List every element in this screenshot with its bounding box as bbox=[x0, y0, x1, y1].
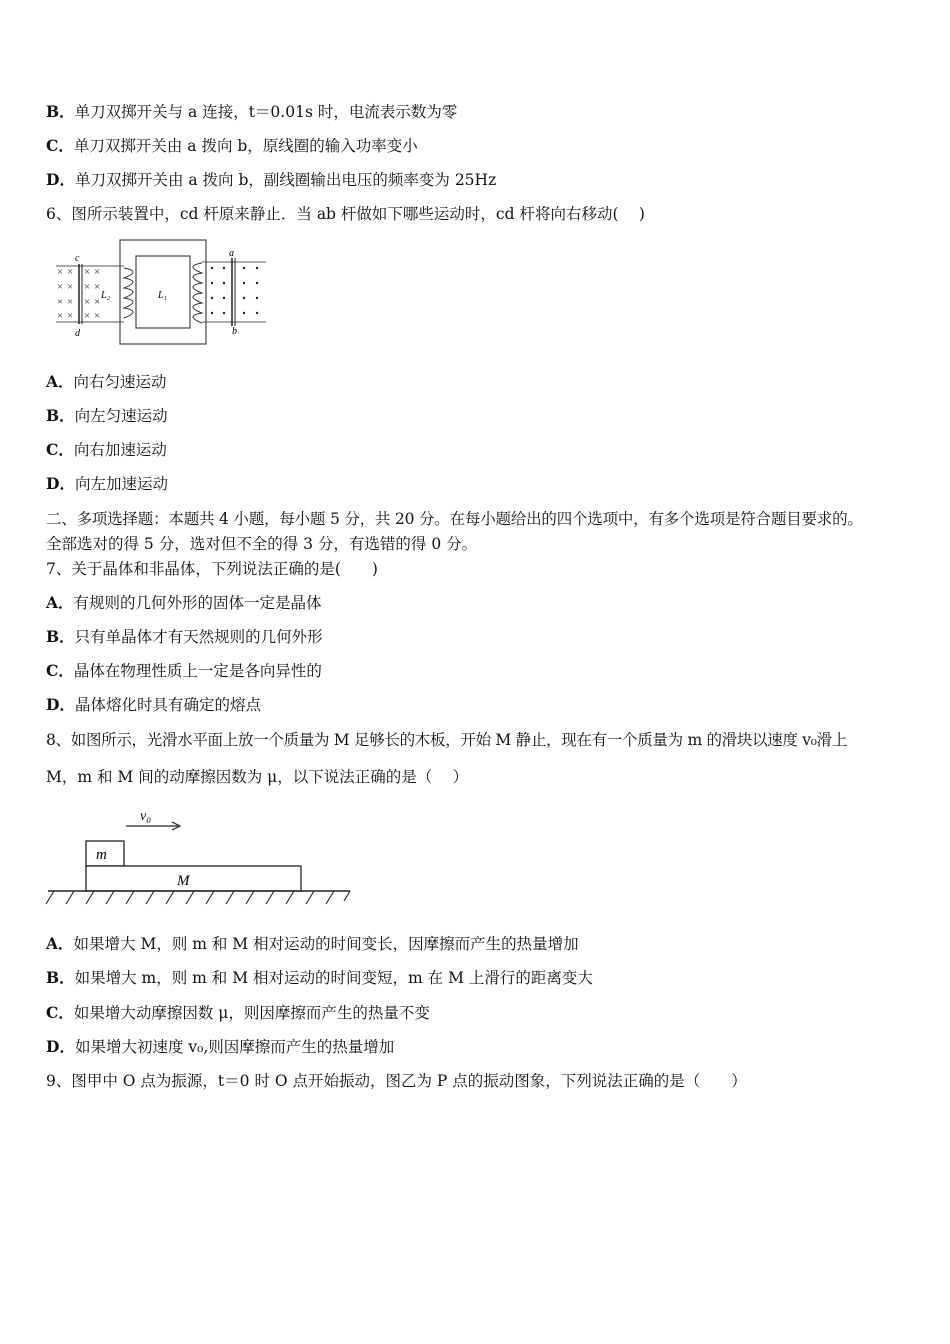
option-letter: D． bbox=[46, 170, 75, 189]
option-text: 单刀双掷开关与 a 连接，t＝0.01s 时，电流表示数为零 bbox=[74, 103, 458, 121]
option-text: 单刀双掷开关由 a 拨向 b，原线圈的输入功率变小 bbox=[73, 137, 418, 155]
q6-stem: 6、图所示装置中，cd 杆原来静止．当 ab 杆做如下哪些运动时，cd 杆将向右移动( ) bbox=[46, 205, 645, 223]
section2-heading-line2: 全部选对的得 5 分，选对但不全的得 3 分，有选错的得 0 分。 bbox=[46, 535, 478, 553]
q8-stem-line2: M，m 和 M 间的动摩擦因数为 μ，以下说法正确的是（ ） bbox=[46, 768, 469, 786]
label-M: M bbox=[177, 873, 190, 889]
q8-option-d: D．如果增大初速度 v₀,则因摩擦而产生的热量增加 bbox=[46, 1037, 395, 1056]
label-m: m bbox=[96, 847, 107, 863]
q7-option-a: A．有规则的几何外形的固体一定是晶体 bbox=[46, 593, 322, 612]
svg-text:×: × bbox=[84, 281, 91, 293]
svg-text:×: × bbox=[84, 266, 91, 278]
coil-l2 bbox=[124, 268, 133, 318]
svg-text:×: × bbox=[57, 266, 64, 278]
label-l2: L₂ bbox=[101, 290, 111, 301]
board-M bbox=[86, 866, 301, 891]
q8-stem-line1: 8、如图所示，光滑水平面上放一个质量为 M 足够长的木板，开始 M 静止，现在有一个质量为 m 的滑块以速度 v₀滑上 bbox=[46, 731, 848, 749]
svg-text:×: × bbox=[67, 296, 74, 308]
ground-hatching bbox=[46, 891, 350, 904]
q8-option-a: A．如果增大 M，则 m 和 M 相对运动的时间变长，因摩擦而产生的热量增加 bbox=[46, 934, 579, 953]
q5-option-b bbox=[46, 102, 457, 122]
q6-transformer-figure bbox=[54, 238, 274, 348]
label-c: c bbox=[75, 253, 80, 264]
q7-stem: 7、关于晶体和非晶体，下列说法正确的是( ) bbox=[46, 560, 378, 578]
svg-text:×: × bbox=[84, 310, 91, 322]
svg-text:×: × bbox=[57, 296, 64, 308]
svg-text:×: × bbox=[67, 266, 74, 278]
coil-l1 bbox=[193, 263, 202, 323]
svg-text:×: × bbox=[67, 281, 74, 293]
q8-option-b: B．如果增大 m，则 m 和 M 相对运动的时间变短，m 在 M 上滑行的距离变大 bbox=[46, 968, 593, 987]
option-letter: B． bbox=[46, 102, 75, 121]
q9-stem: 9、图甲中 O 点为振源，t＝0 时 O 点开始振动，图乙为 P 点的振动图象，下列说法正确的是（ ） bbox=[46, 1072, 747, 1090]
q5-option-d bbox=[46, 170, 496, 190]
svg-text:×: × bbox=[94, 296, 101, 308]
label-d: d bbox=[75, 328, 80, 339]
svg-text:×: × bbox=[94, 266, 101, 278]
option-letter: C． bbox=[46, 136, 74, 155]
label-b: b bbox=[232, 326, 237, 337]
option-text: 单刀双掷开关由 a 拨向 b，副线圈输出电压的频率变为 25Hz bbox=[74, 171, 497, 189]
q5-option-c bbox=[46, 136, 418, 156]
q8-option-c: C．如果增大动摩擦因数 μ，则因摩擦而产生的热量不变 bbox=[46, 1003, 430, 1022]
q6-option-a: A．向右匀速运动 bbox=[46, 372, 167, 391]
q7-option-b: B．只有单晶体才有天然规则的几何外形 bbox=[46, 627, 323, 646]
q6-option-c: C．向右加速运动 bbox=[46, 440, 167, 459]
label-a: a bbox=[229, 248, 234, 259]
svg-text:×: × bbox=[94, 310, 101, 322]
svg-text:×: × bbox=[67, 310, 74, 322]
q8-block-board-figure bbox=[44, 800, 356, 910]
svg-text:×: × bbox=[57, 281, 64, 293]
q7-option-c: C．晶体在物理性质上一定是各向异性的 bbox=[46, 661, 322, 680]
svg-text:×: × bbox=[84, 296, 91, 308]
q7-option-d: D．晶体熔化时具有确定的熔点 bbox=[46, 695, 261, 714]
svg-text:×: × bbox=[94, 281, 101, 293]
q6-option-b: B．向左匀速运动 bbox=[46, 406, 168, 425]
svg-text:×: × bbox=[57, 310, 64, 322]
section2-heading-line1: 二、多项选择题：本题共 4 小题，每小题 5 分，共 20 分。在每小题给出的四个选项中，有多个选项是符合题目要求的。 bbox=[46, 510, 863, 528]
label-v0: v₀ bbox=[140, 809, 152, 824]
label-l1: L₁ bbox=[158, 290, 168, 301]
q6-option-d: D．向左加速运动 bbox=[46, 474, 168, 493]
